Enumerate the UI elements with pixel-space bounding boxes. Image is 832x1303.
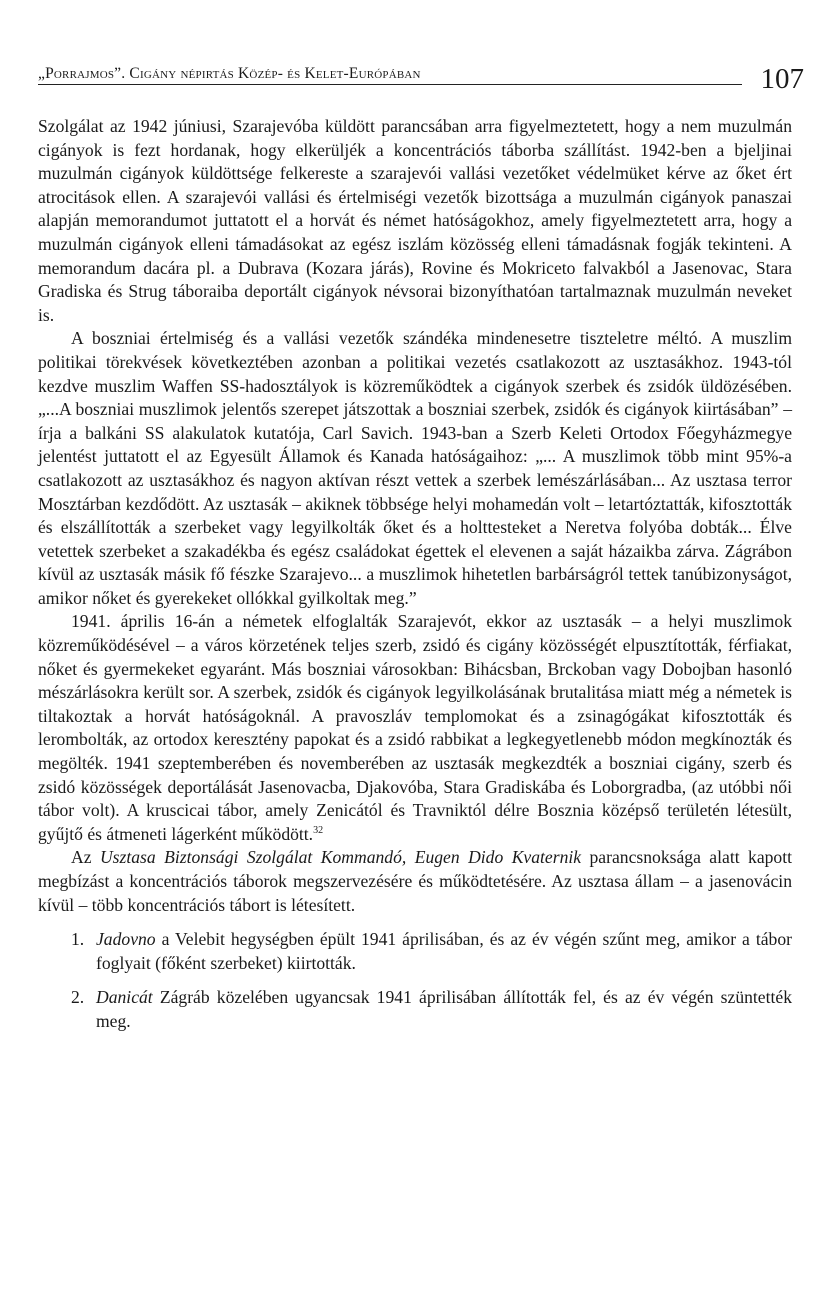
page-header — [38, 52, 804, 102]
body-text — [38, 115, 792, 1045]
paragraph-1: Szolgálat az 1942 júniusi, Szarajevóba küldött parancsában arra figyelmeztetett, hogy a nem muzulmán cigányok is fezt hordanak, hogy elkerüljék a koncentrációs táborba szállítást. 1942-ben a bjeljinai muzulmán cigányok küldöttsége felkereste a szarajevói vallási vezetőket védelmüket kérve az őket ért atrocitások ellen. A szarajevói vallási és értelmiségi vezetők bizottsága a muzulmán cigányok panaszai alapján memorandumot juttatott el a horvát és német hatóságokhoz, amely figyelmeztetett arra, hogy a muzulmán cigányok elleni támadásokat az egész iszlám közösség elleni támadásnak fogják tekinteni. A memorandum dacára pl. a Dubrava (Kozara járás), Rovine és Mokriceto falvakból a Jasenovac, Stara Gradiska és Strug táboraiba deportált cigányok névsorai bizonyíthatóan tartalmaznak muzulmán neveket is. — [38, 116, 792, 325]
camp-name: Jadovno — [96, 929, 156, 950]
running-title: „Porrajmos”. Cigány népirtás Közép- és Kelet-Európában — [38, 65, 421, 82]
list-item-text: a Velebit hegységben épült 1941 áprilisában, és az év végén szűnt meg, amikor a tábor foglyait (főként szerbeket) kiirtották. — [96, 929, 792, 973]
list-item-number: 2. — [71, 987, 85, 1008]
list-item — [38, 986, 792, 1033]
page-number: 107 — [760, 63, 804, 95]
paragraph-3-text: 1941. április 16-án a németek elfoglalták Szarajevót, ekkor az usztasák – a helyi muszlimok közreműködésével – a város körzetének teljes szerb, zsidó és cigány közösségét elpusztították, férfiakat, nőket és gyermekeket egyaránt. Más boszniai városokban: Bihácsban, Brckoban vagy Dobojban hasonló mészárlásokra került sor. A szerbek, zsidók és cigányok legyilkolásának brutalitása miatt még a németek is tiltakoztak a horvát hatóságoknál. A pravoszláv templomokat és a zsinagógákat kifosztották és lerombolták, az ortodox keresztény papokat és a zsidó rabbikat a legkegyetlenebb módon megkínozták és megölték. 1941 szeptemberében és novemberében az usztasák megkezdték a boszniai cigány, szerb és zsidó közösségek deportálását Jasenovacba, Djakovóba, Stara Gradiskába és Loborgradba, (az utóbbi női tábor volt). A kruscicai tábor, amely Zenicától és Travniktól délre Bosznia középső területén létesült, gyűjtő és átmeneti lágerként működött. — [38, 611, 792, 844]
camp-list — [38, 928, 792, 1033]
paragraph-4-text-after: parancsnoksága alatt kapott megbízást a koncentrációs táborok megszervezésére és működtetésére. Az usztasa állam – a jasenovácin kívül – több koncentrációs tábort is létesített. — [38, 847, 792, 915]
header-rule — [38, 84, 742, 85]
paragraph-2: A boszniai értelmiség és a vallási vezetők szándéka mindenesetre tiszteletre méltó. A muszlim politikai törekvések következtében azonban a politikai vezetés csatlakozott az usztasákhoz. 1943-tól kezdve muszlim Waffen SS-hadosztályok is közreműködtek a cigányok szerbek és zsidók üldözésében. „...A boszniai muszlimok jelentős szerepet játszottak a boszniai szerbek, zsidók és cigányok kiirtásában” – írja a balkáni SS alakulatok kutatója, Carl Savich. 1943-ban a Szerb Keleti Ortodox Főegyházmegye jelentést juttatott el az Egyesült Államok és Kanada hatóságaihoz: „... A muszlimok több mint 95%-a csatlakozott az usztasákhoz és nagyon aktívan részt vettek a szerbek lemészárlásában... Az usztasa terror Mosztárban kezdődött. Az usztasák – akiknek többsége helyi mohamedán volt – letartóztatták, kifosztották és elszállították a szerbeket vagy legyilkolták őket és a holttesteket a Neretva folyóba dobták... Élve vetettek szerbeket a szakadékba és egész családokat égettek el elevenen a saját házaikba zárva. Zágrábon kívül az usztasák másik fő fészke Szarajevo... a muszlimok hihetetlen barbárságról tettek tanúbizonyságot, amikor nőket és gyerekeket ollókkal gyilkoltak meg.” — [38, 328, 792, 608]
paragraph-4-text-before: Az — [71, 847, 100, 868]
list-item-number: 1. — [71, 929, 85, 950]
unit-name-italic: Usztasa Biztonsági Szolgálat Kommandó, Eugen Dido Kvaternik — [99, 847, 582, 868]
camp-name: Danicát — [96, 987, 153, 1008]
list-item — [38, 928, 792, 975]
paragraph-3 — [38, 610, 792, 846]
list-item-text: Zágráb közelében ugyancsak 1941 áprilisában állították fel, és az év végén szüntették meg. — [96, 987, 792, 1031]
paragraph-4 — [38, 846, 792, 917]
footnote-ref-32: 32 — [313, 824, 324, 836]
